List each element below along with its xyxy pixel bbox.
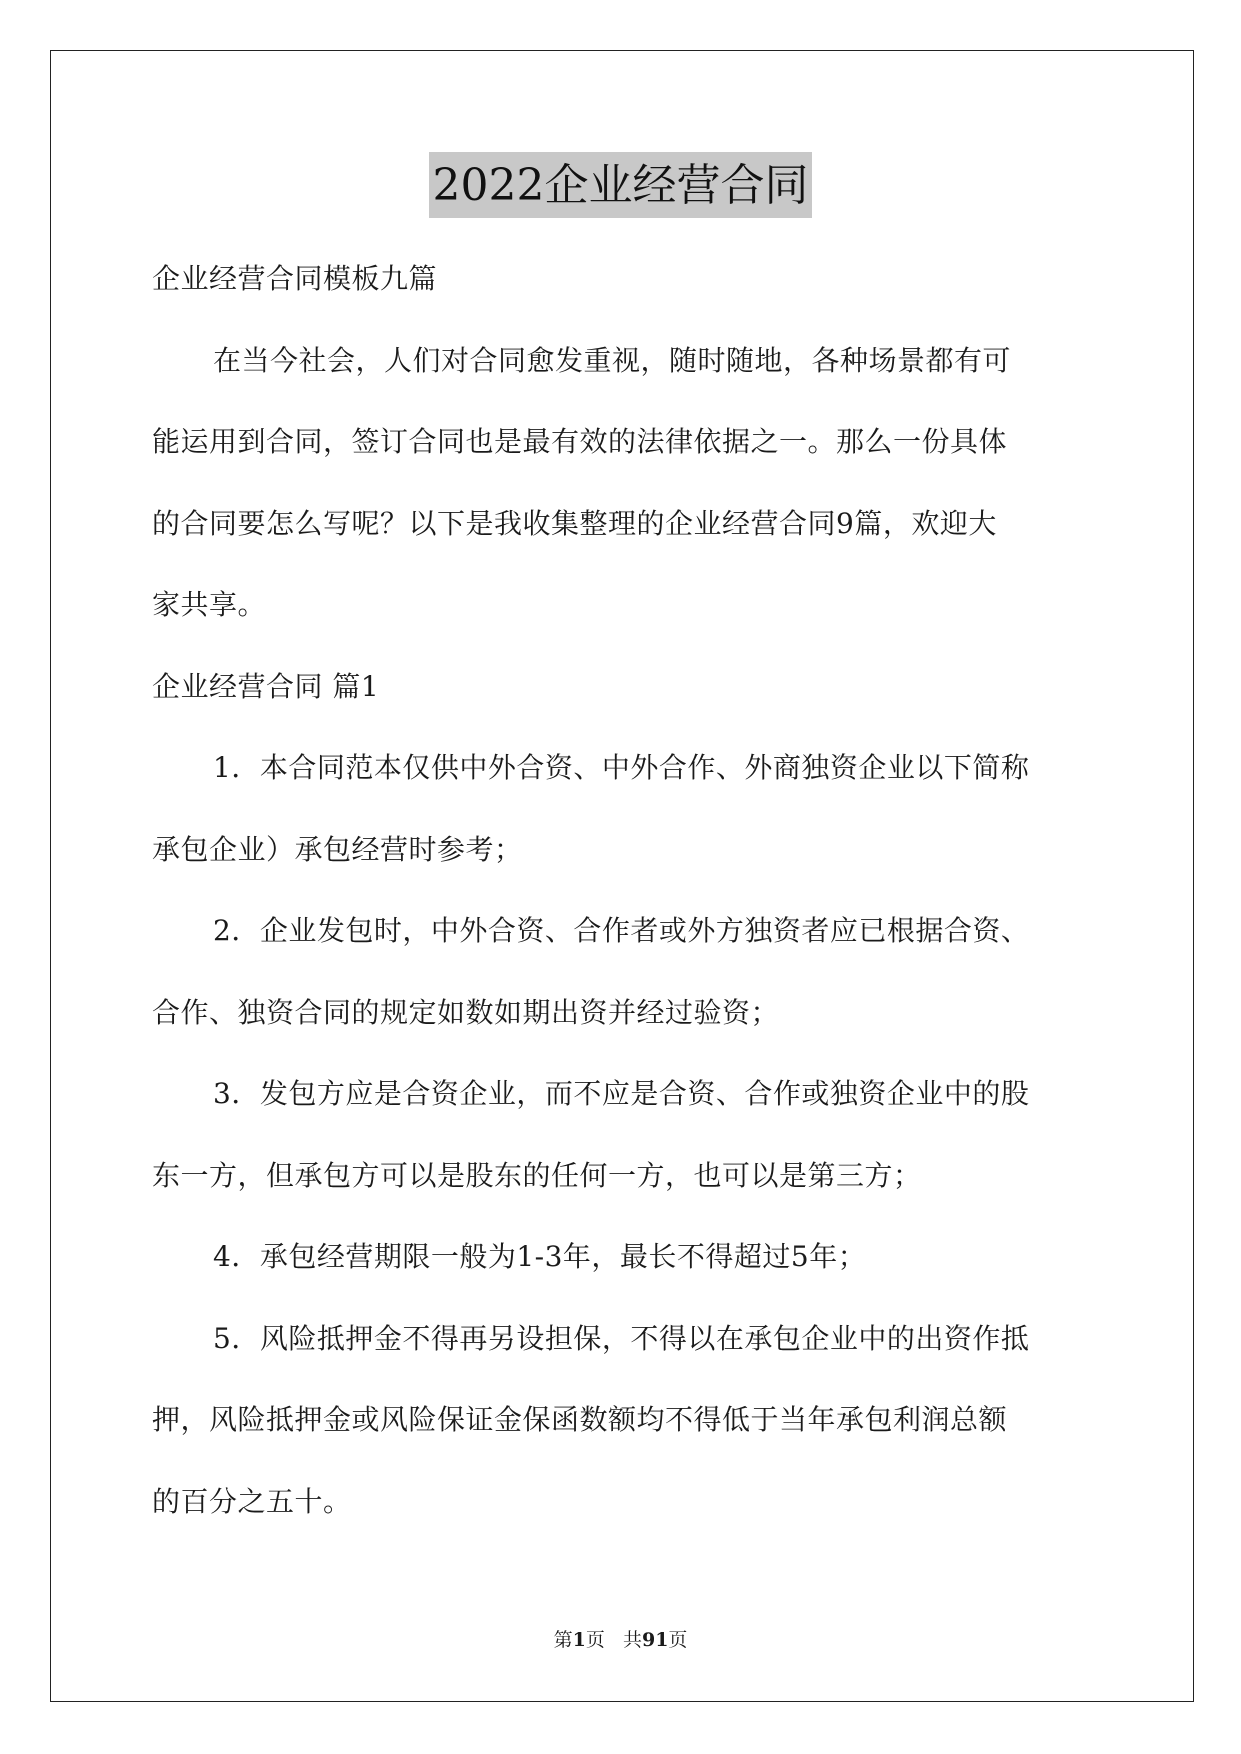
text-line: 企业经营合同 篇1: [152, 669, 380, 703]
text-line: 押，风险抵押金或风险保证金保函数额均不得低于当年承包利润总额: [152, 1403, 1008, 1436]
text-line: 4．承包经营期限一般为1-3年，最长不得超过5年；: [213, 1240, 867, 1273]
text-line: 5．风险抵押金不得再另设担保，不得以在承包企业中的出资作抵: [213, 1321, 1030, 1355]
title-container: [0, 152, 1241, 218]
document-body: [152, 238, 1096, 1542]
text-line: 东一方，但承包方可以是股东的任何一方，也可以是第三方；: [152, 1158, 922, 1192]
text-line: 能运用到合同，签订合同也是最有效的法律依据之一。那么一份具体: [152, 425, 1008, 458]
page-number: 1: [572, 1629, 586, 1651]
page-suffix: 页: [585, 1629, 605, 1651]
page-footer: [0, 1628, 1241, 1652]
total-pages: 91: [641, 1629, 669, 1651]
text-line: 企业经营合同模板九篇: [152, 262, 438, 295]
page-prefix: 第: [553, 1629, 573, 1651]
text-line: 1．本合同范本仅供中外合资、中外合作、外商独资企业以下简称: [213, 751, 1030, 784]
total-prefix: 共: [622, 1629, 642, 1651]
text-line: 在当今社会，人们对合同愈发重视，随时随地，各种场景都有可: [213, 343, 1012, 377]
text-line: 家共享。: [152, 588, 267, 621]
text-line: 2．企业发包时，中外合资、合作者或外方独资者应已根据合资、: [213, 914, 1030, 947]
text-line: 3．发包方应是合资企业，而不应是合资、合作或独资企业中的股: [213, 1077, 1030, 1110]
document-title: 2022企业经营合同: [429, 152, 813, 218]
text-line: 承包企业）承包经营时参考；: [152, 832, 523, 866]
text-line: 的百分之五十。: [152, 1484, 352, 1518]
total-suffix: 页: [668, 1629, 688, 1651]
text-line: 的合同要怎么写呢？以下是我收集整理的企业经营合同9篇，欢迎大: [152, 506, 997, 540]
text-line: 合作、独资合同的规定如数如期出资并经过验资；: [152, 995, 780, 1029]
